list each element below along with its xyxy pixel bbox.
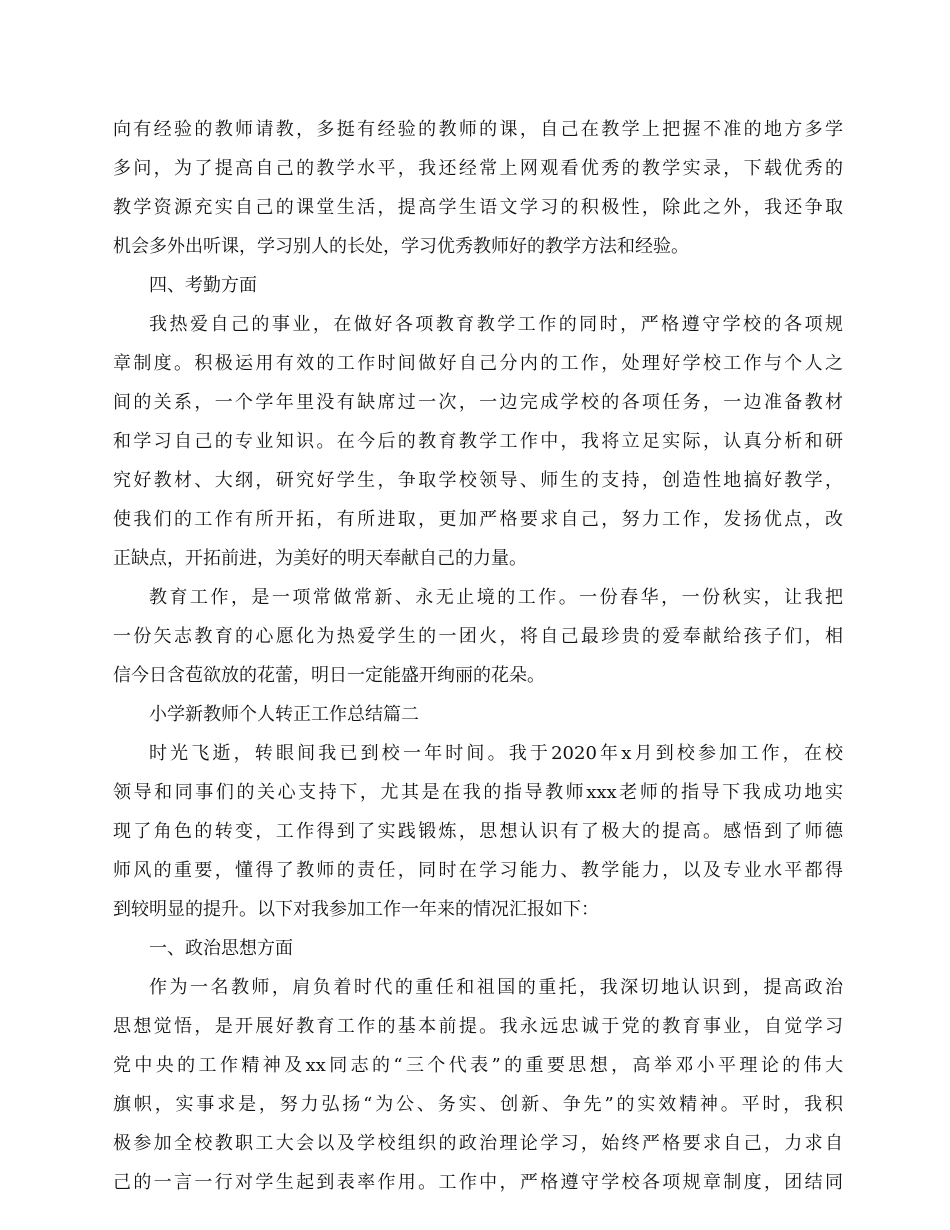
text-line-13: 教育工作，是一项常做常新、永无止境的工作。一份春华，一份秋实，让我把 bbox=[149, 587, 843, 608]
text-line-14: 一份矢志教育的心愿化为热爱学生的一团火，将自己最珍贵的爱奉献给孩子们，相 bbox=[113, 626, 843, 647]
text-line-7: 章制度。积极运用有效的工作时间做好自己分内的工作，处理好学校工作与个人之 bbox=[113, 353, 843, 374]
text-line-24: 思想觉悟，是开展好教育工作的基本前提。我永远忠诚于党的教育事业，自觉学习 bbox=[113, 1016, 843, 1037]
text-line-17: 时光飞逝，转眼间我已到校一年时间。我于2020年x月到校参加工作，在校 bbox=[149, 743, 843, 764]
text-line-28: 己的一言一行对学生起到表率作用。工作中，严格遵守学校各项规章制度，团结同 bbox=[113, 1172, 843, 1193]
text-line-23: 作为一名教师，肩负着时代的重任和祖国的重托，我深切地认识到，提高政治 bbox=[149, 977, 843, 998]
text-line-15: 信今日含苞欲放的花蕾，明日一定能盛开绚丽的花朵。 bbox=[113, 665, 545, 686]
text-line-12: 正缺点，开拓前进，为美好的明天奉献自己的力量。 bbox=[113, 548, 527, 569]
text-line-18: 领导和同事们的关心支持下，尤其是在我的指导教师xxx老师的指导下我成功地实 bbox=[113, 782, 843, 803]
text-line-9: 和学习自己的专业知识。在今后的教育教学工作中，我将立足实际，认真分析和研 bbox=[113, 431, 843, 452]
text-line-8: 间的关系，一个学年里没有缺席过一次，一边完成学校的各项任务，一边准备教材 bbox=[113, 392, 843, 413]
text-line-2: 多问，为了提高自己的教学水平，我还经常上网观看优秀的教学实录，下载优秀的 bbox=[113, 158, 843, 179]
text-line-19: 现了角色的转变，工作得到了实践锻炼，思想认识有了极大的提高。感悟到了师德 bbox=[113, 821, 843, 842]
text-line-26: 旗帜，实事求是，努力弘扬“为公、务实、创新、争先”的实效精神。平时，我积 bbox=[113, 1094, 843, 1115]
text-line-20: 师风的重要，懂得了教师的责任，同时在学习能力、教学能力，以及专业水平都得 bbox=[113, 860, 843, 881]
text-line-4: 机会多外出听课，学习别人的长处，学习优秀教师好的教学方法和经验。 bbox=[113, 236, 689, 257]
text-line-25: 党中央的工作精神及xx同志的“三个代表”的重要思想，高举邓小平理论的伟大 bbox=[113, 1055, 843, 1076]
text-line-1: 向有经验的教师请教，多挺有经验的教师的课，自己在教学上把握不准的地方多学 bbox=[113, 119, 843, 140]
section-heading-politics: 一、政治思想方面 bbox=[149, 938, 293, 959]
section-title-part-two: 小学新教师个人转正工作总结篇二 bbox=[149, 704, 419, 725]
text-line-10: 究好教材、大纲，研究好学生，争取学校领导、师生的支持，创造性地搞好教学， bbox=[113, 470, 843, 491]
section-heading-attendance: 四、考勤方面 bbox=[149, 275, 257, 296]
text-line-3: 教学资源充实自己的课堂生活，提高学生语文学习的积极性，除此之外，我还争取 bbox=[113, 197, 843, 218]
text-line-21: 到较明显的提升。以下对我参加工作一年来的情况汇报如下： bbox=[113, 899, 599, 920]
text-line-11: 使我们的工作有所开拓，有所进取，更加严格要求自己，努力工作，发扬优点，改 bbox=[113, 509, 843, 530]
text-line-27: 极参加全校教职工大会以及学校组织的政治理论学习，始终严格要求自己，力求自 bbox=[113, 1133, 843, 1154]
text-line-6: 我热爱自己的事业，在做好各项教育教学工作的同时，严格遵守学校的各项规 bbox=[149, 314, 843, 335]
